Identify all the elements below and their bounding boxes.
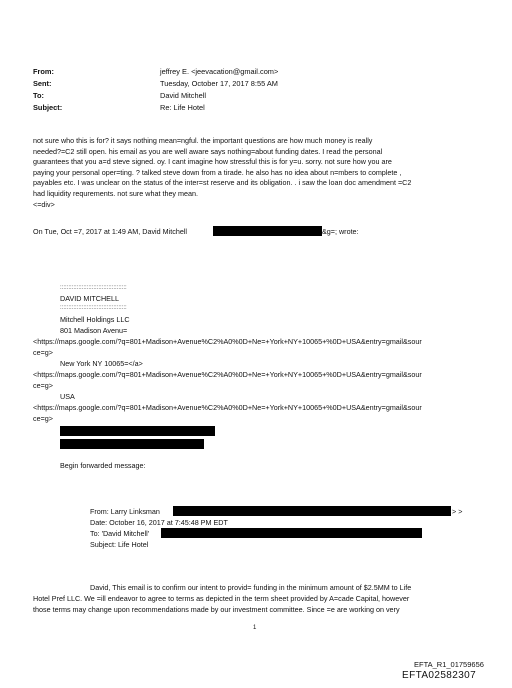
signature-dots: :::::::::::::::::::::::::::::::::::::::: xyxy=(60,305,127,311)
body-line: those terms may change upon recommendations made by our investment committee. Since =e are working on very xyxy=(33,605,400,614)
maps-link[interactable]: <https://maps.google.com/?q=801+Madison+Avenue%C2%A0%0D+Ne=+York+NY+10065+%0D+USA&entry=gmail&sour xyxy=(33,337,422,346)
redaction-bar xyxy=(60,426,215,436)
page-number: 1 xyxy=(253,625,257,631)
fwd-from: From: Larry Linksman xyxy=(90,507,160,516)
body-line: paying your personal oper=ting. ? talked steve down from a tirade. he also has no idea about n=mbers to complete , xyxy=(33,167,402,177)
redaction-bar xyxy=(213,226,322,236)
redaction-bar xyxy=(161,528,422,538)
subject-label: Subject: xyxy=(33,103,63,112)
to-value: David Mitchell xyxy=(160,91,207,100)
sent-value: Tuesday, October 17, 2017 8:55 AM xyxy=(160,79,278,88)
signature-company: Mitchell Holdings LLC xyxy=(60,315,130,324)
fwd-from-suffix: > > xyxy=(452,507,463,516)
maps-link-cont: ce=g> xyxy=(33,348,53,357)
subject-value: Re: Life Hotel xyxy=(160,103,205,112)
signature-address: 801 Madison Avenu= xyxy=(60,326,128,335)
body-line: had liquidity requrements. not sure what they mean. xyxy=(33,189,199,198)
body-line: payables etc. I was unclear on the status of the inter=st reserve and its obligation. . i saw the loan doc amendment =C2 xyxy=(33,178,412,188)
body-line: Hotel Pref LLC. We =ill endeavor to agree to terms as depicted in the term sheet provided by A=cade Capital, however xyxy=(33,594,410,603)
body-line: David, This email is to confirm our intent to provid= funding in the minimum amount of $2.5MM to Life xyxy=(90,583,412,592)
forwarded-message-label: Begin forwarded message: xyxy=(60,461,146,470)
redaction-bar xyxy=(60,439,204,449)
maps-link[interactable]: <https://maps.google.com/?q=801+Madison+Avenue%C2%A0%0D+Ne=+York+NY+10065+%0D+USA&entry=gmail&sour xyxy=(33,370,422,379)
sent-label: Sent: xyxy=(33,79,52,88)
bates-number-1: EFTA_R1_01759656 xyxy=(414,660,484,669)
to-label: To: xyxy=(33,91,44,100)
fwd-to: To: 'David Mitchell' xyxy=(90,529,150,538)
maps-link-cont: ce=g> xyxy=(33,381,53,390)
quoted-reply-suffix: &g=; wrote: xyxy=(322,227,359,236)
from-label: From: xyxy=(33,67,54,76)
maps-link[interactable]: <https://maps.google.com/?q=801+Madison+Avenue%C2%A0%0D+Ne=+York+NY+10065+%0D+USA&entry=gmail&sour xyxy=(33,403,422,412)
fwd-subject: Subject: Life Hotel xyxy=(90,540,149,549)
fwd-date: Date: October 16, 2017 at 7:45:48 PM EDT xyxy=(90,518,228,527)
quoted-reply-header: On Tue, Oct =7, 2017 at 1:49 AM, David Mitchell xyxy=(33,227,188,236)
body-line: guarantees that you a=d steve signed. oy. I cant imagine how stressful this is for y=u. sorry. not sure how you are xyxy=(33,157,392,167)
maps-link-cont: ce=g> xyxy=(33,414,53,423)
signature-city: New York NY 10065=</a> xyxy=(60,359,143,368)
signature-name: DAVID MITCHELL xyxy=(60,294,119,303)
from-value: jeffrey E. <jeevacation@gmail.com> xyxy=(160,67,279,76)
body-line: <=div> xyxy=(33,199,55,209)
signature-country: USA xyxy=(60,392,75,401)
body-line: needed?=C2 still open. his email as you are well aware says nothing=about funding dates. I read the personal xyxy=(33,146,383,156)
bates-number-2: EFTA02582307 xyxy=(402,670,477,681)
body-line: not sure who this is for? it says nothing mean=ngful. the important questions are how much money is really xyxy=(33,136,373,145)
signature-dots: :::::::::::::::::::::::::::::::::::::::: xyxy=(60,285,127,291)
redaction-bar xyxy=(173,506,451,516)
